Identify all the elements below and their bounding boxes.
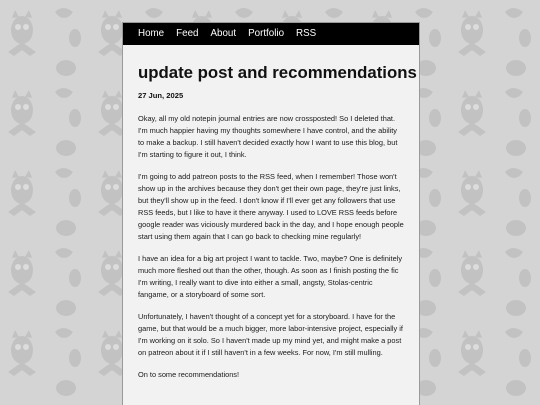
post-date: 27 Jun, 2025 [138,91,184,100]
nav-link-about[interactable]: About [210,28,237,39]
post-paragraph: I'm going to add patreon posts to the RSS feed, when I remember! Those won't show up in the archives because they don't get their own page, they're just links, but they'll show up in the feed. I don't know if I'll ever get any followers that use RSS feeds, but I like to have it there anyway. I used to LOVE RSS feeds before google reader was viciously murdered back in the day, and I hope enough people start using them again that I can go back to checking mine regularly! [138,172,404,241]
top-nav [123,23,419,45]
blog-page [122,22,420,405]
post-title: update post and recommendations [138,63,417,82]
nav-link-feed[interactable]: Feed [176,28,199,39]
post-body [138,113,404,381]
nav-link-rss[interactable]: RSS [296,28,317,39]
post-paragraph: Unfortunately, I haven't thought of a concept yet for a storyboard. I have for the game, but that would be a much bigger, more labor-intensive project, especially if I'm working on it solo. So I haven't made up my mind yet, and might make a post on patreon about it if I still haven't in a few weeks. For now, I'm still mulling. [138,312,403,357]
post-paragraph: I have an idea for a big art project I want to tackle. Two, maybe? One is definitely much more fleshed out than the other, though. As soon as I finish posting the fic I'm writing, I really want to dive into either a small, angsty, Stolas-centric fangame, or a storyboard of some sort. [138,254,403,299]
post-paragraph: Okay, all my old notepin journal entries are now crossposted! So I deleted that. I'm much happier having my thoughts somewhere I have control, and the ability to make a backup. I still haven't decided exactly how I want to use this blog, but I'm starting to figure it out, I think. [138,114,398,159]
post-paragraph: On to some recommendations! [138,370,240,379]
nav-link-portfolio[interactable]: Portfolio [248,28,285,39]
post-content [123,63,419,381]
nav-link-home[interactable]: Home [138,28,165,39]
